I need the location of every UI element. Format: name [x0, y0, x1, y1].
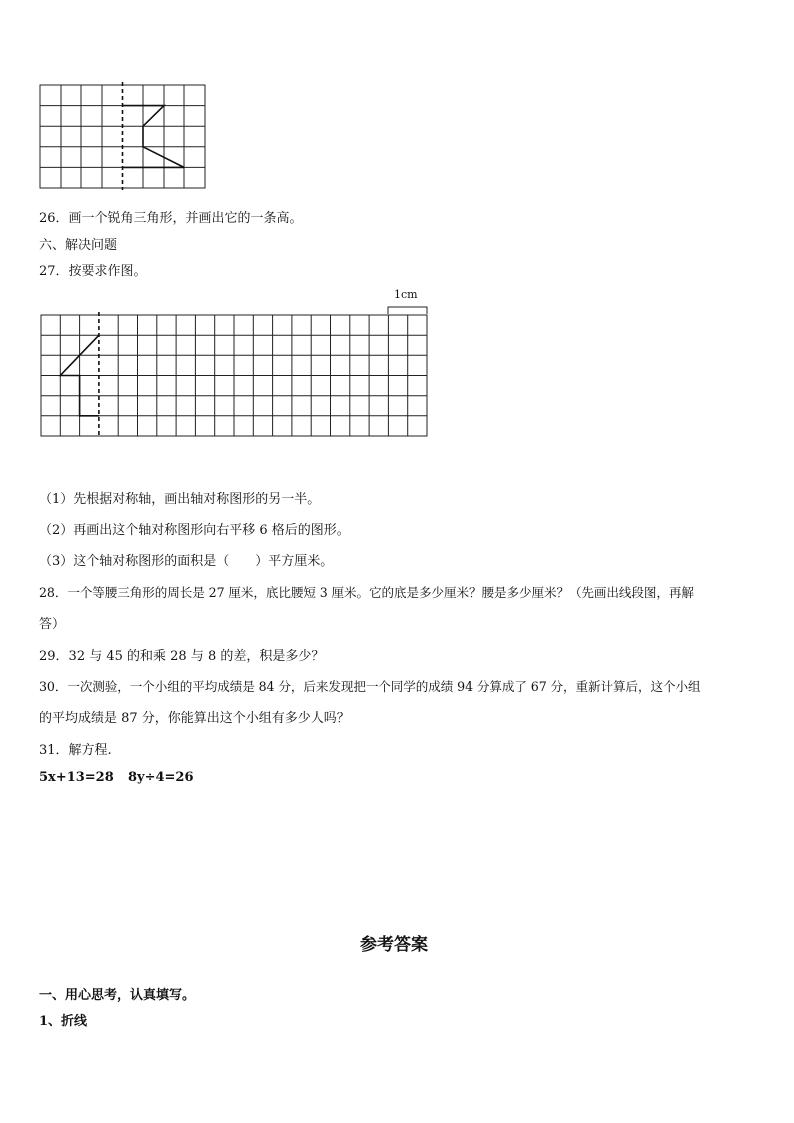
- question-31: 31．解方程.: [39, 743, 112, 758]
- question-28-line-1: 28．一个等腰三角形的周长是 27 厘米，底比腰短 3 厘米。它的底是多少厘米？腰是多少厘米？（先画出线段图，再解: [39, 585, 694, 600]
- scale-bracket: [388, 307, 427, 314]
- answers-title: 参考答案: [360, 935, 428, 955]
- question-30-line-1: 30．一次测验，一个小组的平均成绩是 84 分，后来发现把一个同学的成绩 94 分算成了 67 分，重新计算后，这个小组: [39, 679, 701, 694]
- answer-1: 1、折线: [39, 1014, 88, 1029]
- scale-label: 1cm: [394, 288, 418, 301]
- question-27-part-2: （2）再画出这个轴对称图形向右平移 6 格后的图形。: [39, 523, 350, 538]
- answers-section-1: 一、用心思考，认真填写。: [39, 988, 196, 1003]
- question-28-line-2: 答）: [39, 617, 66, 632]
- equation-1: 5x+13=28: [39, 770, 114, 785]
- section-6-heading: 六、解决问题: [39, 238, 118, 253]
- question-27-part-1: （1）先根据对称轴，画出轴对称图形的另一半。: [39, 492, 321, 507]
- question-29: 29．32 与 45 的和乘 28 与 8 的差，积是多少？: [39, 649, 325, 664]
- equation-2: 8y÷4=26: [128, 770, 194, 785]
- question-30-line-2: 的平均成绩是 87 分，你能算出这个小组有多少人吗？: [39, 711, 350, 726]
- question-26: 26．画一个锐角三角形，并画出它的一条高。: [39, 211, 303, 226]
- question-27: 27．按要求作图。: [39, 264, 147, 279]
- grid-figure-2: [0, 0, 794, 460]
- question-27-part-3: （3）这个轴对称图形的面积是（ ）平方厘米。: [39, 554, 334, 569]
